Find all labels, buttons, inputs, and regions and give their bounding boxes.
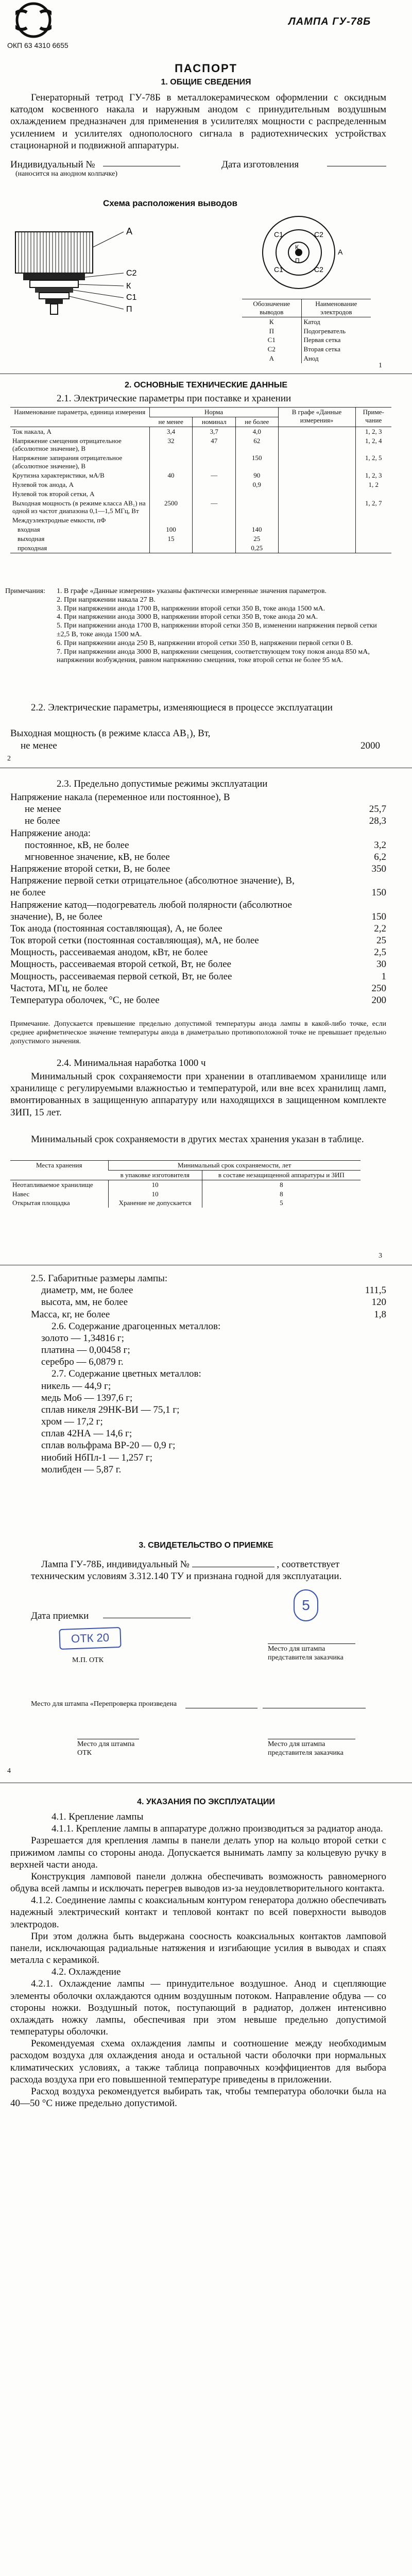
param-head-min: не менее (149, 417, 193, 427)
list-item: Ток анода (постоянная составляющая), А, не более 2,2 (10, 923, 386, 934)
section-4-1-title: 4.1. Крепление лампы (52, 1811, 144, 1822)
section-2-7-title: 2.7. Содержание цветных металлов: (52, 1368, 201, 1380)
section-2-1-title: 2.1. Электрические параметры при поставке и хранении (57, 393, 291, 404)
list-item: Напряжение катод—подогреватель любой полярности (абсолютное значение), В, не более 150 (10, 899, 386, 922)
section-1-title: 1. ОБЩИЕ СВЕДЕНИЯ (161, 78, 251, 87)
table-row: Междуэлектродные емкости, пФ (10, 516, 391, 525)
recheck-label: Место для штампа «Перепроверка произведена (31, 1700, 177, 1708)
list-item: молибден — 5,87 г. (41, 1464, 122, 1475)
table-row: Напряжение смещения отрицательное (абсолютное значение), В 32 47 62 1, 2, 4 (10, 436, 391, 454)
list-item: медь Мо6 — 1397,6 г; (41, 1392, 133, 1403)
passport-title: ПАСПОРТ (175, 62, 237, 75)
svg-text:К: К (295, 244, 299, 251)
page-number-1: 1 (379, 362, 382, 369)
section-1-text: Генераторный тетрод ГУ-78Б в металлокерамическом оформлении с оксидным катодом косвенного накала и наружным анодом с принудительным воздушным охлаждением предназначен для применения в усилителях мощности с распределенным усилением и усилителях однополосного сигнала в радиотехнических устройствах стационарной и подвижной аппаратуры. (10, 92, 386, 151)
table-row: выходная 15 25 (10, 534, 391, 544)
param-head-measured: В графе «Данные измерения» (278, 408, 355, 427)
list-item: никель — 44,9 г; (41, 1380, 111, 1392)
dimensions-block (31, 1273, 386, 1476)
list-item: Мощность, рассеиваемая анодом, кВт, не более 2,5 (10, 947, 386, 958)
otk-stamp-label-2: Место для штампа ОТК (77, 1739, 139, 1758)
table-row: Напряжение запирания отрицательное (абсолютное значение), В 150 1, 2, 5 (10, 453, 391, 471)
section-3-title: 3. СВИДЕТЕЛЬСТВО О ПРИЕМКЕ (139, 1541, 273, 1550)
pin-label-c2: С2 (126, 269, 137, 278)
acceptance-text: Лампа ГУ-78Б, индивидуальный № , соответствует техническим условиям З.312.140 ТУ и признана годной для эксплуатации. (31, 1559, 342, 1582)
section-2-5-title: 2.5. Габаритные размеры лампы: (31, 1273, 168, 1284)
storage-head-equipment: в составе незащищенной аппаратуры и ЗИП (202, 1170, 360, 1180)
section-2-3-title: 2.3. Предельно допустимые режимы эксплуатации (57, 778, 268, 789)
okp-code: ОКП 63 4310 6655 (7, 41, 68, 49)
pin-table (242, 299, 371, 363)
list-item: Масса, кг, не более 1,8 (31, 1309, 386, 1320)
pin-label-a: А (126, 226, 133, 236)
list-item: высота, мм, не более 120 (41, 1297, 386, 1308)
acceptance-stamp: 5 (294, 1589, 318, 1621)
table-row: Нулевой ток второй сетки, А (10, 489, 391, 499)
table-row: К Катод (242, 317, 371, 326)
storage-table (10, 1160, 360, 1208)
manufacturer-logo (15, 2, 52, 38)
page-number-3: 3 (379, 1252, 382, 1260)
table-row: Открытая площадка Хранение не допускается 5 (10, 1198, 360, 1208)
individual-number-label: Индивидуальный № (10, 159, 95, 170)
list-item: хром — 17,2 г; (41, 1416, 103, 1428)
output-power-value: 2000 (360, 740, 380, 751)
table-row: С2 Вторая сетка (242, 345, 371, 354)
svg-text:А: А (338, 248, 343, 256)
list-item: диаметр, мм, не более 111,5 (41, 1285, 386, 1296)
section-4-title: 4. УКАЗАНИЯ ПО ЭКСПЛУАТАЦИИ (137, 1798, 275, 1806)
tube-drawing (5, 216, 232, 330)
param-head-name: Наименование параметра, единица измерения (10, 408, 149, 427)
param-head-norm: Норма (149, 408, 278, 417)
list-item: Ток второй сетки (постоянная составляющая), мА, не более 25 (10, 935, 386, 946)
pin-label-c1: С1 (126, 293, 137, 302)
list-item: Напряжение накала (переменное или постоянное), В (10, 792, 230, 803)
output-power-label: Выходная мощность (в режиме класса АВ₁), Вт, (10, 728, 211, 739)
list-item: не менее 25,7 (25, 804, 386, 815)
svg-text:П: П (295, 257, 300, 264)
param-head-note: Приме-чание (355, 408, 391, 427)
scheme-title: Схема расположения выводов (103, 198, 237, 208)
otk-stamp: ОТК 20 (59, 1627, 121, 1650)
list-item: Температура оболочек, °С, не более 200 (10, 994, 386, 1006)
list-item: Напряжение первой сетки отрицательное (абсолютное значение), В, не более 150 (10, 875, 386, 899)
temperature-note: Примечание. Допускается превышение предельно допустимой температуры анода лампы в какой-либо точке, если среднее арифметическое значение температуры анода в диаметрально противоположной точке не превышает предельно допустимого значения. (10, 1020, 386, 1045)
pin-layout-diagram (242, 211, 355, 294)
storage-head-package: в упаковке изготовителя (108, 1170, 202, 1180)
storage-text-2: Минимальный срок сохраняемости в других местах хранения указан в таблице. (31, 1134, 364, 1145)
storage-head-term: Минимальный срок сохраняемости, лет (108, 1161, 360, 1171)
list-item: не более 28,3 (25, 816, 386, 827)
list-item: постоянное, кВ, не более 3,2 (25, 839, 386, 851)
acceptance-date-label: Дата приемки (31, 1611, 89, 1621)
storage-head-place: Места хранения (10, 1161, 108, 1180)
pin-table-head-electrode: Наименование электродов (301, 299, 371, 317)
otk-seal-label: М.П. ОТК (72, 1656, 104, 1664)
page-number-4: 4 (7, 1767, 11, 1775)
page-number-2: 2 (7, 755, 11, 762)
param-head-nom: номинал (193, 417, 236, 427)
table-row: А Анод (242, 354, 371, 363)
svg-text:С1: С1 (274, 230, 283, 239)
manufacture-date-label: Дата изготовления (221, 159, 299, 170)
document-title: ЛАМПА ГУ-78Б (288, 16, 371, 27)
table-row: Выходная мощность (в режиме класса АВ₁) на одной из частот диапазона 0,1—1,5 МГц, Вт 2500 — 1, 2, 7 (10, 499, 391, 516)
table-row: Крутизна характеристики, мА/В 40 — 90 1, 2, 3 (10, 471, 391, 480)
pin-table-head-designation: Обозначение выводов (242, 299, 301, 317)
section-2-2-title: 2.2. Электрические параметры, изменяющиеся в процессе эксплуатации (31, 702, 333, 713)
pin-label-k: К (126, 282, 131, 291)
individual-number-note: (наносится на анодном колпачке) (15, 170, 117, 178)
parameters-table (10, 407, 391, 553)
table-row: Навес 10 8 (10, 1190, 360, 1199)
svg-text:С2: С2 (314, 230, 323, 239)
table-row: Ток накала, А 3,4 3,7 4,0 1, 2, 3 (10, 427, 391, 436)
table-row: П Подогреватель (242, 327, 371, 336)
svg-text:С2: С2 (314, 265, 323, 274)
table-row: входная 100 140 (10, 525, 391, 534)
section-2-4-title: 2.4. Минимальная наработка 1000 ч (57, 1058, 206, 1069)
list-item: Напряжение второй сетки, В, не более 350 (10, 863, 386, 875)
list-item: мгновенное значение, кВ, не более 6,2 (25, 851, 386, 862)
client-stamp-label-2: Место для штампа представителя заказчика (268, 1739, 355, 1758)
svg-text:С1: С1 (274, 265, 283, 274)
output-power-min: не менее (21, 740, 57, 751)
table-row: проходная 0,25 (10, 544, 391, 553)
table-row: Неотапливаемое хранилище 10 8 (10, 1180, 360, 1189)
list-item: Напряжение анода: (10, 827, 91, 839)
list-item: Мощность, рассеиваемая первой сеткой, Вт, не более 1 (10, 971, 386, 982)
list-item: золото — 1,34816 г; (41, 1332, 124, 1344)
list-item: сплав вольфрама ВР-20 — 0,9 г; (41, 1440, 176, 1451)
parameters-notes: Примечания: 1. В графе «Данные измерения» указаны фактически измеренные значения параметров. 2. При напряжении накала 27 В. 3. При напряжении анода 1700 В, напряжении второй сетки 350 В, токе анода 1500 мА. 4. При напряжении анода 3000 В, напряжении второй сетки 350 В, токе анода 20 мА. 5. При напряжении анода 1700 В, напряжении второй сетки 350 В, изменении напряжения первой сетки ±2,5 В, токе анода 1500 мА. 6. При напряжении анода 250 В, напряжении второй сетки 350 В, напряжении первой сетки 0 В. 7. При напряжении анода 3000 В, напряжении смещения, соответствующем току покоя анода 850 мА, напряжении возбуждения, равном напряжению смещения, токе второй сетки не более 95 мА. (5, 587, 377, 665)
list-item: серебро — 6,0879 г. (41, 1357, 124, 1368)
pin-label-p: П (126, 305, 132, 314)
param-head-max: не более (236, 417, 278, 427)
limits-list (10, 791, 386, 1006)
list-item: сплав никеля 29НК-ВИ — 75,1 г; (41, 1404, 180, 1415)
list-item: ниобий НбПл-1 — 1,257 г; (41, 1452, 153, 1463)
table-row: С1 Первая сетка (242, 335, 371, 345)
section-4-2-title: 4.2. Охлаждение (52, 1967, 121, 1978)
section-4-body: 4.1. Крепление лампы 4.1.1. Крепление лампы в аппаратуре должно производиться за радиатор анода. Разрешается для крепления лампы в панели делать упор на кольцо второй сетки с прижимом лампы со стороны анода. Допускается вынимать лампу за кольцевую ручку в верхней части анода. Конструкция ламповой панели должна обеспечивать возможность равномерного обдува всей лампы и исключать перегрев выводов из-за неудовлетворительного контакта. 4.1.2. Соединение лампы с коаксиальным контуром генератора должно обеспечивать надежный электрический контакт и тепловой контакт по всей поверхности выводов электродов. При этом должна быть выдержана соосность коаксиальных контактов ламповой панели, исключающая радиальные натяжения и изгибающие усилия в выводах и спаях металла с керамикой. 4.2. Охлаждение 4.2.1. Охлаждение лампы — принудительное воздушное. Анод и сцепляющие элементы оболочки охлаждаются одним воздушным потоком. Направление обдува — со стороны ножки. Воздушный поток, поступающий в радиатор, должен интенсивно охлаждать ножку лампы, обеспечивая при этом невыше предельно допустимой температуры оболочки. Рекомендуемая схема охлаждения лампы и соотношение между необходимым расходом воздуха для охлаждения анода и остальной части оболочки при нормальных климатических условиях, а также таблица поправочных коэффициентов для выбора расхода воздуха при его повышенной температуре приведены в приложении. Расход воздуха рекомендуется выбирать так, чтобы температура оболочки была на 40—50 °С ниже предельно допустимой. (10, 1811, 386, 2109)
storage-text: Минимальный срок сохраняемости при хранении в отапливаемом хранилище или хранилище с регулируемыми влажностью и температурой, или вне всех хранилищ ламп, вмонтированных в защищенную аппаратуру или находящихся в защищенном комплекте ЗИП, 15 лет. (10, 1071, 386, 1118)
section-2-6-title: 2.6. Содержание драгоценных металлов: (52, 1320, 221, 1332)
list-item: платина — 0,00458 г; (41, 1345, 130, 1356)
list-item: Частота, МГц, не более 250 (10, 982, 386, 994)
client-stamp-label: Место для штампа представителя заказчика (268, 1643, 355, 1663)
section-2-title: 2. ОСНОВНЫЕ ТЕХНИЧЕСКИЕ ДАННЫЕ (124, 381, 288, 389)
list-item: Мощность, рассеиваемая второй сеткой, Вт, не более 30 (10, 959, 386, 970)
list-item: сплав 42НА — 14,6 г; (41, 1428, 132, 1439)
table-row: Нулевой ток анода, А 0,9 1, 2 (10, 480, 391, 489)
